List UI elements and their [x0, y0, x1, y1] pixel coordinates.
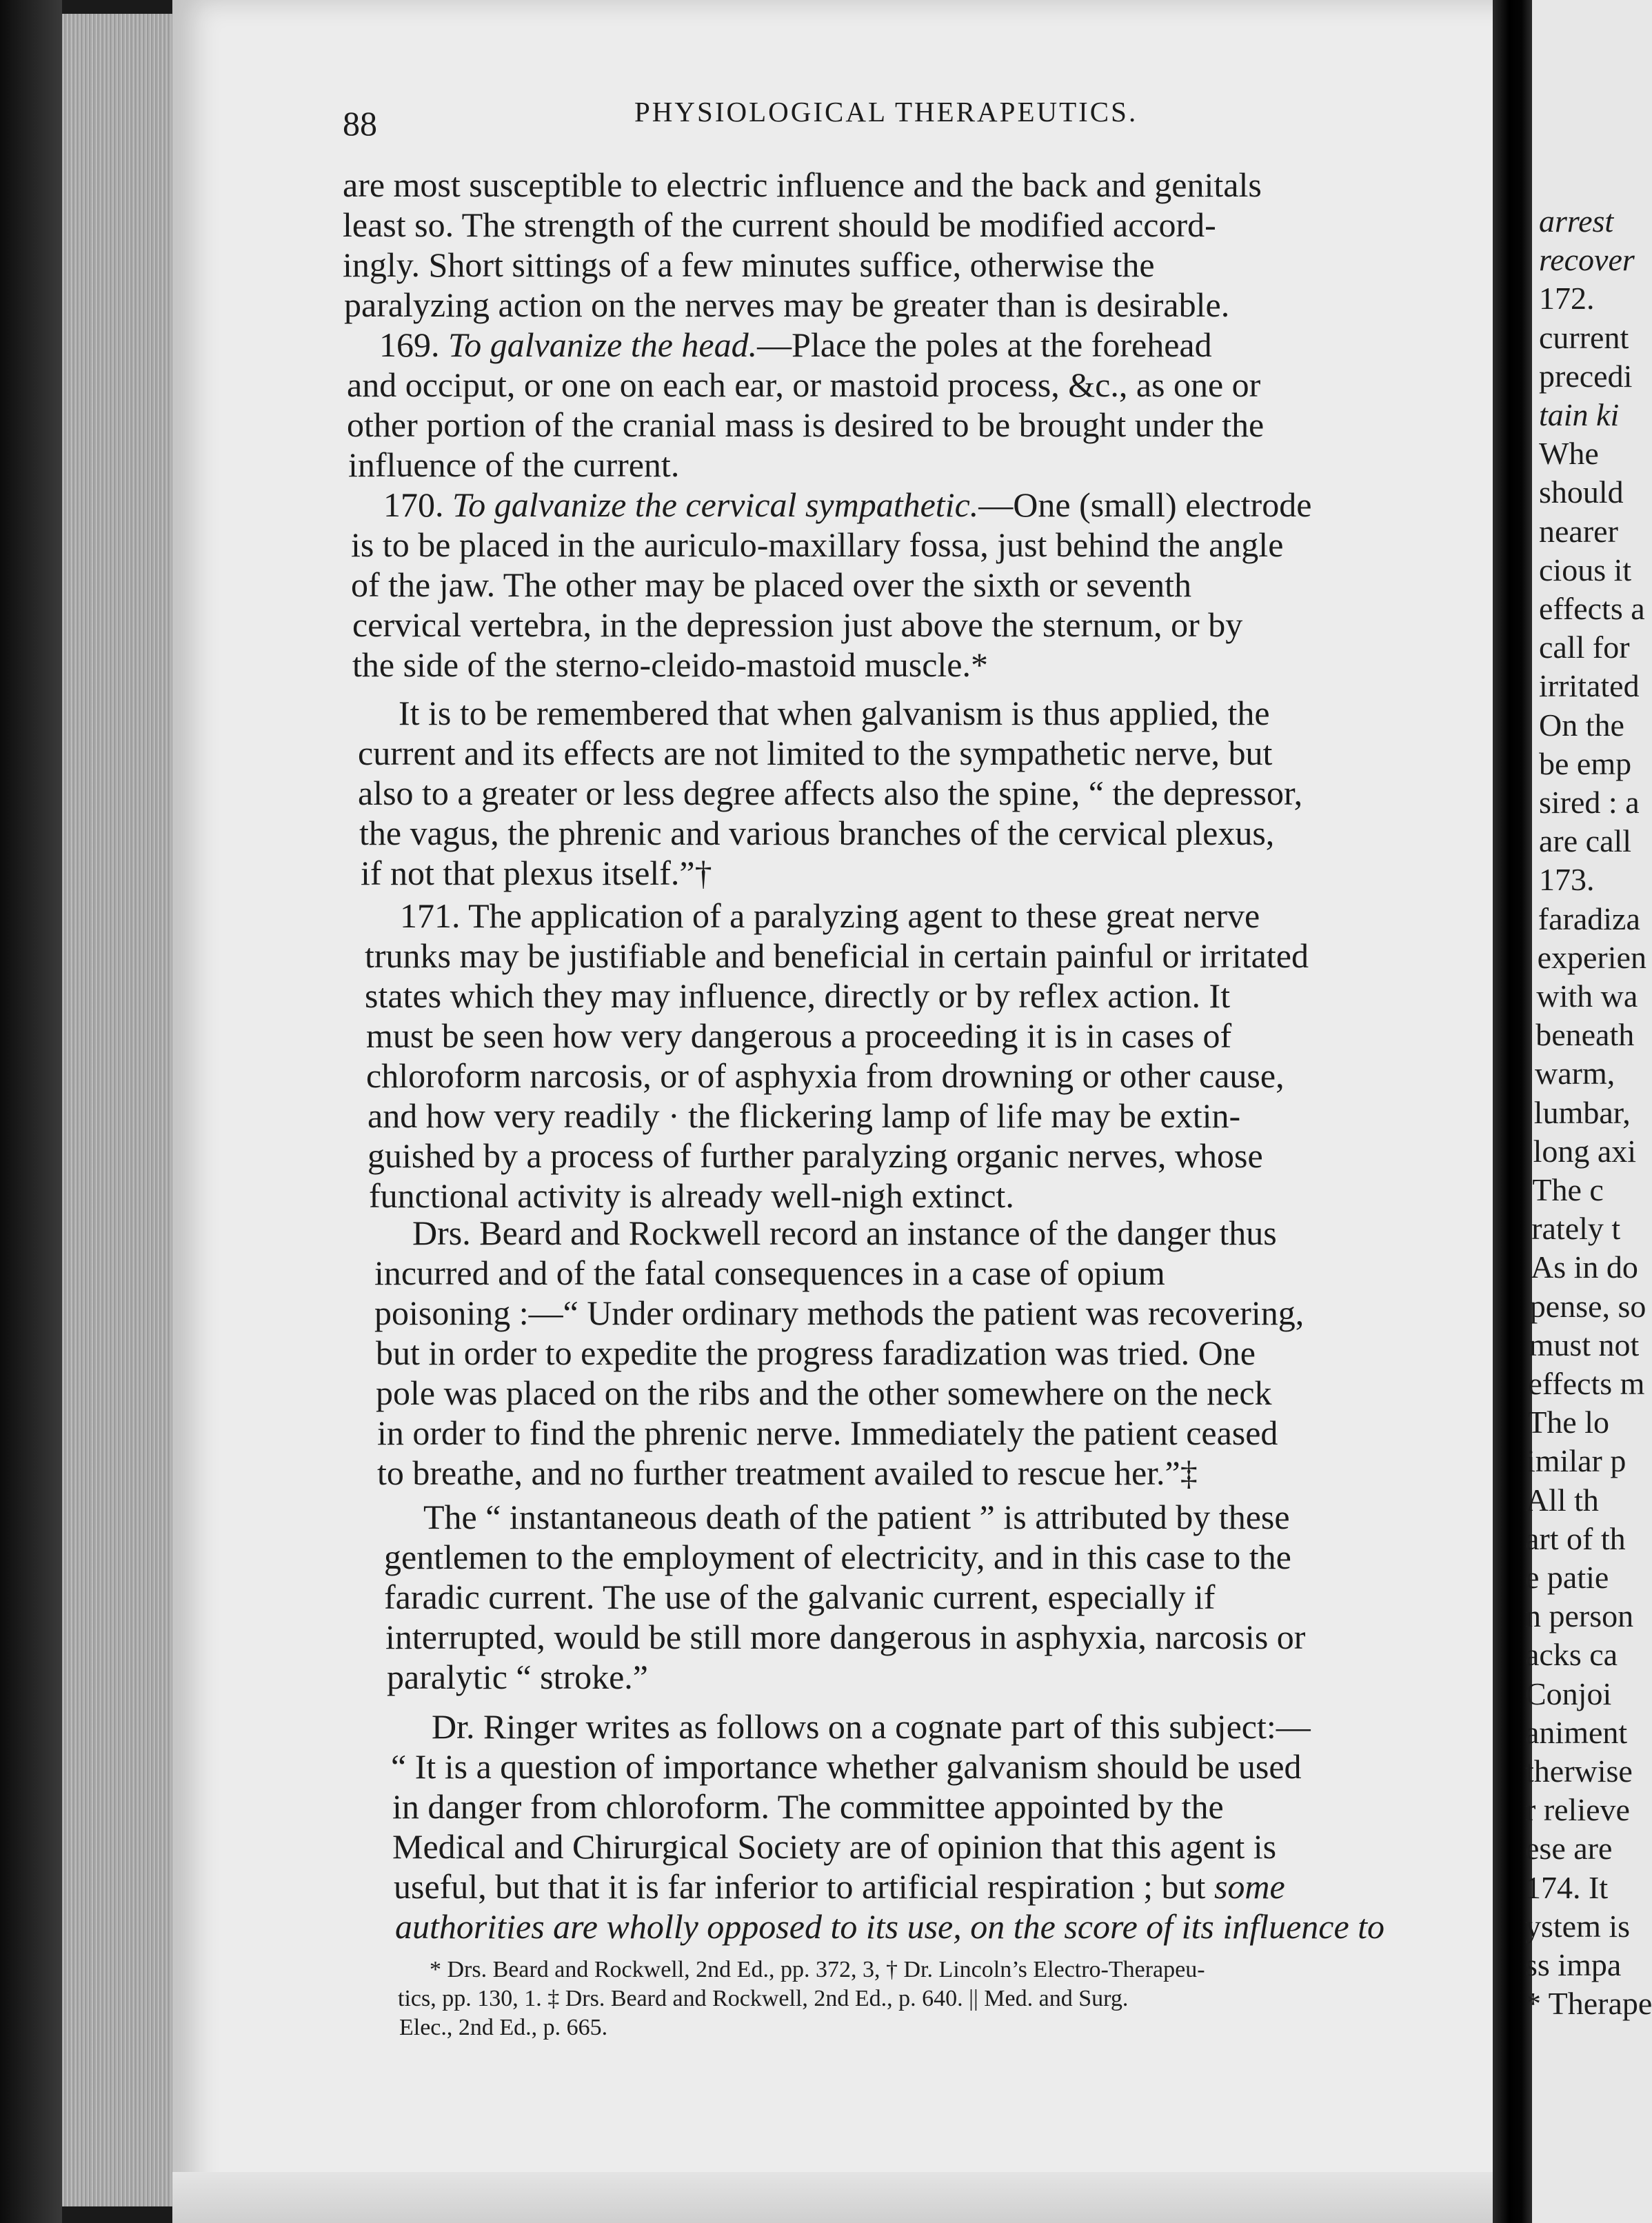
text-line: must be seen how very dangerous a proceeding it is in cases of [366, 1016, 1232, 1055]
text-line [394, 1867, 1285, 1906]
text-line: guished by a process of further paralyzing organic nerves, whose [367, 1136, 1263, 1175]
facing-page-line: lumbar, [1533, 1094, 1631, 1130]
text-line: It is to be remembered that when galvanism is thus applied, the [399, 694, 1270, 732]
text-line: 171. The application of a paralyzing agent to these great nerve [400, 896, 1260, 935]
facing-page-line: precedi [1539, 358, 1633, 394]
page-bottom-shadow [172, 2172, 1503, 2223]
text-line: trunks may be justifiable and beneficial in certain painful or irritated [365, 936, 1309, 975]
facing-page-line: arrest [1539, 203, 1614, 239]
text-line: also to a greater or less degree affects also the spine, “ the depressor, [358, 774, 1303, 812]
facing-page-line: On the [1539, 707, 1624, 743]
facing-page-line: imilar p [1527, 1443, 1626, 1479]
text-line: paralytic “ stroke.” [387, 1658, 648, 1696]
facing-page-line: recover [1539, 242, 1635, 278]
facing-page-line: ystem is [1525, 1908, 1631, 1944]
facing-page-line: nearer [1539, 513, 1618, 549]
page-number: 88 [343, 104, 377, 143]
text-line: interrupted, would be still more dangerous in asphyxia, narcosis or [385, 1618, 1306, 1656]
text-line: to breathe, and no further treatment availed to rescue her.”‡ [377, 1454, 1198, 1492]
facing-page-line: experien [1537, 939, 1646, 975]
facing-page-line: long axi [1533, 1133, 1637, 1169]
text-line: —One (small) electrode [978, 485, 1312, 524]
facing-page-line: 173. [1539, 862, 1595, 898]
text-line: influence of the current. [348, 445, 680, 484]
text-line: the side of the sterno-cleido-mastoid muscle.* [352, 645, 988, 684]
text-line: “ It is a question of importance whether galvanism should be used [391, 1747, 1302, 1786]
footnote: Elec., 2nd Ed., p. 665. [399, 2015, 608, 2040]
section-number: 170. [383, 485, 444, 524]
facing-page-line: ese are [1525, 1831, 1613, 1867]
facing-page-line: with wa [1536, 978, 1638, 1014]
footnote: tics, pp. 130, 1. ‡ Drs. Beard and Rockwell, 2nd Ed., p. 640. || Med. and Surg. [398, 1986, 1129, 2011]
section-169-heading [379, 325, 1212, 364]
text-line: gentlemen to the employment of electricity, and in this case to the [384, 1538, 1291, 1576]
facing-page-line: 174. It [1525, 1869, 1609, 1905]
section-title: To galvanize the cervical sympathetic. [452, 485, 979, 524]
text-line: functional activity is already well-nigh extinct. [369, 1176, 1014, 1215]
facing-page-line: The lo [1527, 1405, 1609, 1440]
facing-page-line: The c [1532, 1172, 1604, 1207]
text-line: useful, but that it is far inferior to artificial respiration ; but [394, 1867, 1206, 1906]
text-line: is to be placed in the auriculo-maxillary fossa, just behind the angle [351, 525, 1284, 564]
facing-page-line: ss impa [1525, 1947, 1622, 1982]
book-edge [0, 0, 62, 2223]
text-line: Dr. Ringer writes as follows on a cognate part of this subject:— [432, 1707, 1311, 1746]
text-line [395, 1907, 1384, 1946]
page-stack [62, 14, 179, 2206]
facing-page-line: * Therape [1525, 1986, 1652, 2022]
text-line: poisoning :—“ Under ordinary methods the patient was recovering, [374, 1294, 1305, 1332]
facing-page-line: faradiza [1538, 901, 1640, 936]
text-line: other portion of the cranial mass is desired to be brought under the [347, 405, 1265, 444]
facing-page-line: warm, [1535, 1056, 1615, 1092]
facing-page-line: are call [1539, 823, 1632, 859]
facing-page-line: must not [1529, 1327, 1640, 1362]
text-line: if not that plexus itself.”† [361, 854, 712, 892]
facing-page-line: e patie [1525, 1560, 1609, 1595]
text-line: ingly. Short sittings of a few minutes suffice, otherwise the [343, 245, 1155, 284]
facing-page-line: Whe [1539, 436, 1599, 472]
text-line: states which they may influence, directly or by reflex action. It [365, 976, 1231, 1015]
text-line: cervical vertebra, in the depression just above the sternum, or by [352, 605, 1243, 644]
text-line: least so. The strength of the current should be modified accord- [343, 205, 1216, 244]
text-line: authorities are wholly opposed to its use, on the score of its influence to [395, 1907, 1385, 1946]
text-line: current and its effects are not limited to the sympathetic nerve, but [358, 734, 1273, 772]
text-line: the vagus, the phrenic and various branches of the cervical plexus, [359, 814, 1275, 852]
facing-page-line: call for [1539, 630, 1630, 665]
text-line: and occiput, or one on each ear, or mastoid process, &c., as one or [347, 365, 1261, 404]
facing-page-line: r relieve [1525, 1792, 1630, 1828]
facing-page-line: tain ki [1539, 397, 1620, 432]
section-number: 169. [379, 325, 440, 364]
text-line: but in order to expedite the progress faradization was tried. One [376, 1334, 1256, 1372]
facing-page-line: As in do [1531, 1249, 1638, 1285]
facing-page-line: All th [1525, 1482, 1599, 1518]
text-line: in order to find the phrenic nerve. Immediately the patient ceased [377, 1414, 1278, 1452]
facing-page-line: 172. [1539, 281, 1595, 316]
facing-page-line: current [1539, 319, 1629, 355]
facing-page-line: effects m [1528, 1366, 1645, 1401]
text-line: pole was placed on the ribs and the other somewhere on the neck [376, 1374, 1272, 1412]
facing-page-line: rately t [1531, 1211, 1621, 1247]
text-line: The “ instantaneous death of the patient ” is attributed by these [423, 1498, 1290, 1536]
text-line: chloroform narcosis, or of asphyxia from drowning or other cause, [366, 1056, 1285, 1095]
text-line: Medical and Chirurgical Society are of opinion that this agent is [392, 1827, 1277, 1866]
text-line: Drs. Beard and Rockwell record an instance of the danger thus [412, 1214, 1277, 1252]
facing-page-line: irritated [1539, 668, 1640, 704]
facing-page-line: Conjoi [1525, 1676, 1612, 1711]
text-line: and how very readily · the flickering lamp of life may be extin- [367, 1096, 1241, 1135]
text-line: paralyzing action on the nerves may be greater than is desirable. [344, 285, 1230, 324]
facing-page-line: should [1539, 474, 1624, 510]
text-line: incurred and of the fatal consequences in a case of opium [374, 1254, 1165, 1292]
facing-page-line: art of th [1525, 1520, 1626, 1556]
facing-page-line: therwise [1525, 1753, 1633, 1789]
facing-page-line: pense, so [1529, 1288, 1646, 1324]
facing-page-line: animent [1525, 1714, 1628, 1750]
section-title: To galvanize the head. [448, 325, 758, 364]
text-line: —Place the poles at the forehead [757, 325, 1212, 364]
facing-page-line: acks ca [1525, 1637, 1618, 1673]
text-line: of the jaw. The other may be placed over the sixth or seventh [351, 565, 1192, 604]
facing-page-line: beneath [1535, 1017, 1635, 1053]
facing-page-line: sired : a [1539, 785, 1640, 820]
text-line: are most susceptible to electric influence and the back and genitals [343, 165, 1262, 204]
facing-page-line: cious it [1539, 552, 1632, 587]
section-170-heading [383, 485, 1311, 524]
text-line: in danger from chloroform. The committee appointed by the [392, 1787, 1224, 1826]
facing-page-line: effects a [1539, 591, 1645, 626]
footnote: * Drs. Beard and Rockwell, 2nd Ed., pp. 372, 3, † Dr. Lincoln’s Electro-Therapeu- [430, 1957, 1205, 1982]
text-line: faradic current. The use of the galvanic current, especially if [384, 1578, 1216, 1616]
text-line: some [1213, 1867, 1285, 1906]
facing-page-line: be emp [1539, 745, 1632, 781]
running-head: PHYSIOLOGICAL THERAPEUTICS. [634, 96, 1138, 128]
facing-page-line: n person [1525, 1598, 1634, 1634]
